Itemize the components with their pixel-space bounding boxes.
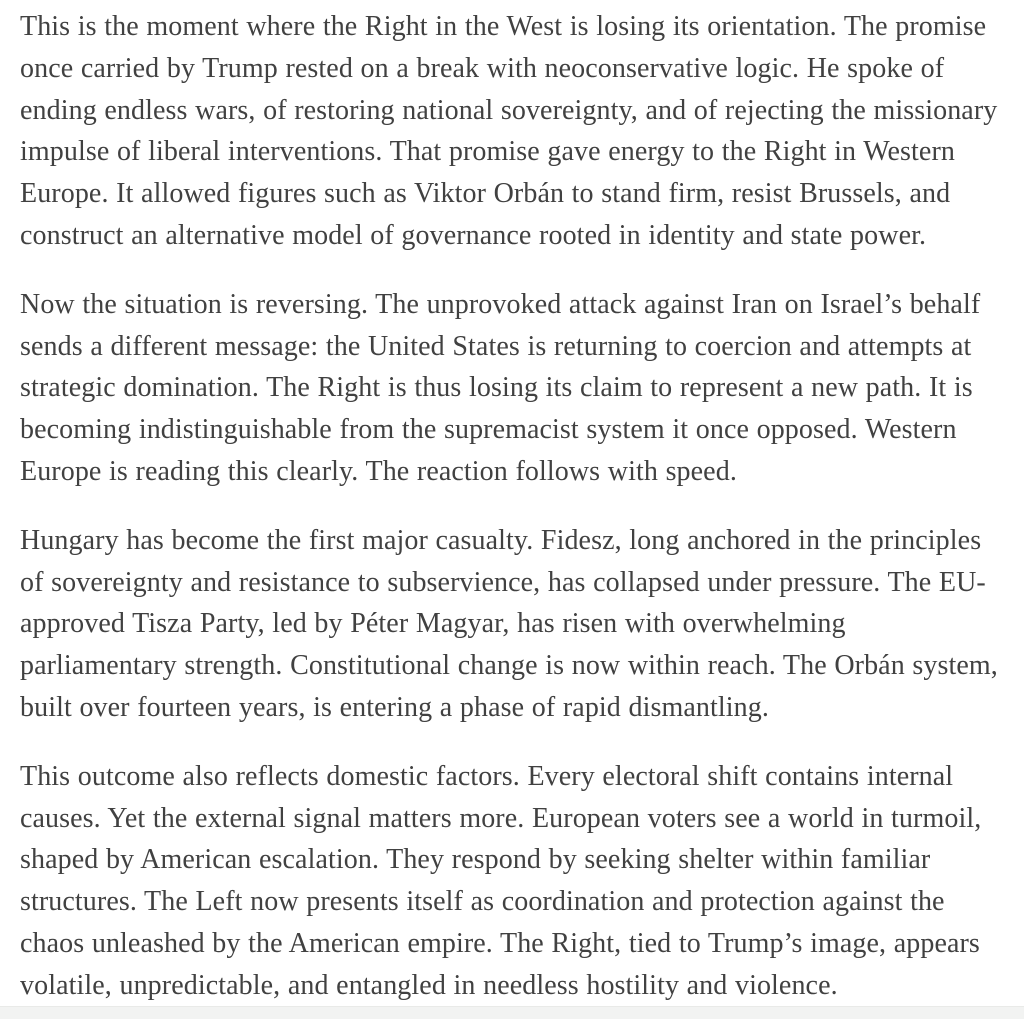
paragraph-3: Hungary has become the first major casualty. Fidesz, long anchored in the principles of sovereignty and resistance to subservience, has collapsed under pressure. The EU-approved Tisza Party, led by Péter Magyar, has risen with overwhelming parliamentary strength. Constitutional change is now within reach. The Orbán system, built over fourteen years, is entering a phase of rapid dismantling. bbox=[20, 524, 998, 723]
paragraph-2: Now the situation is reversing. The unprovoked attack against Iran on Israel’s behalf sends a different message: the United States is returning to coercion and attempts at strategic domination. The Right is thus losing its claim to represent a new path. It is becoming indistinguishable from the supremacist system it once opposed. Western Europe is reading this clearly. The reaction follows with speed. bbox=[20, 288, 981, 487]
next-section-strip bbox=[0, 1006, 1024, 1019]
paragraph-1: This is the moment where the Right in the West is losing its orientation. The promise once carried by Trump rested on a break with neoconservative logic. He spoke of ending endless wars, of restoring national sovereignty, and of rejecting the missionary impulse of liberal interventions. That promise gave energy to the Right in Western Europe. It allowed figures such as Viktor Orbán to stand firm, resist Brussels, and construct an alternative model of governance rooted in identity and state power. bbox=[20, 11, 998, 251]
paragraph-4: This outcome also reflects domestic factors. Every electoral shift contains internal causes. Yet the external signal matters more. European voters see a world in turmoil, shaped by American escalation. They respond by seeking shelter within familiar structures. The Left now presents itself as coordination and protection against the chaos unleashed by the American empire. The Right, tied to Trump’s image, appears volatile, unpredictable, and entangled in needless hostility and violence. bbox=[20, 760, 982, 1001]
